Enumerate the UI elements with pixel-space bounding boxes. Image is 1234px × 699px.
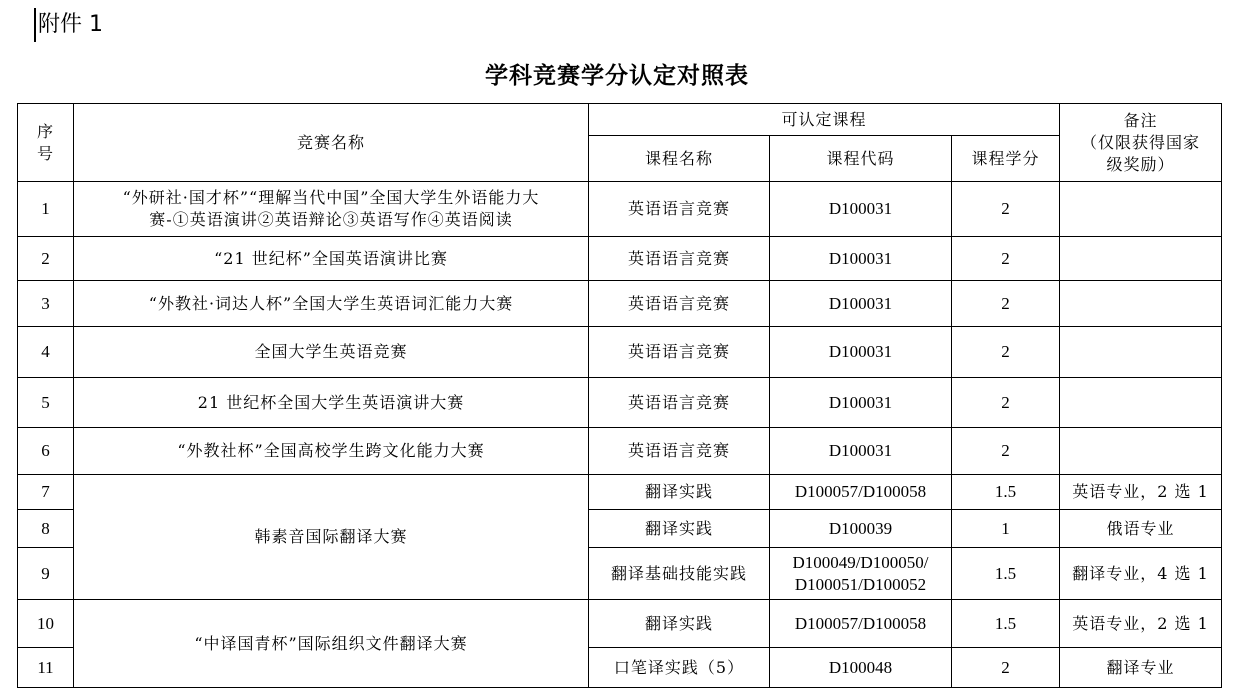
attachment-label: 附件 1: [34, 8, 103, 42]
course-name: 英语语言竞赛: [589, 281, 770, 327]
course-credit: 2: [952, 281, 1060, 327]
header-seq-line2: 号: [36, 143, 54, 163]
course-credit: 2: [952, 378, 1060, 428]
competition-name: “外教社杯”全国高校学生跨文化能力大赛: [74, 428, 589, 475]
course-code-line2: D100051/D100052: [794, 574, 927, 594]
row-number: 2: [18, 237, 74, 281]
header-remark-line1: 备注: [1123, 110, 1158, 130]
header-course-code: 课程代码: [770, 136, 952, 182]
course-name: 翻译基础技能实践: [589, 548, 770, 600]
competition-name-line1: “外研社·国才杯”“理解当代中国”全国大学生外语能力大: [122, 188, 540, 207]
remark: [1060, 428, 1222, 475]
course-credit: 2: [952, 428, 1060, 475]
competition-name: [74, 182, 589, 237]
row-number: 3: [18, 281, 74, 327]
course-credit: 2: [952, 648, 1060, 688]
course-code-line1: D100049/D100050/: [792, 552, 929, 572]
competition-name-line2: 赛-①英语演讲②英语辩论③英语写作④英语阅读: [149, 210, 513, 229]
course-name: 翻译实践: [589, 510, 770, 548]
row-number: 11: [18, 648, 74, 688]
header-course-name: 课程名称: [589, 136, 770, 182]
remark: 翻译专业: [1060, 648, 1222, 688]
row-number: 9: [18, 548, 74, 600]
course-code: D100048: [770, 648, 952, 688]
course-name: 英语语言竞赛: [589, 378, 770, 428]
remark: 英语专业，2 选 1: [1060, 475, 1222, 510]
course-credit: 2: [952, 237, 1060, 281]
course-name: 英语语言竞赛: [589, 182, 770, 237]
row-number: 10: [18, 600, 74, 648]
table-row: [18, 327, 1222, 378]
course-name: 翻译实践: [589, 600, 770, 648]
course-name: 英语语言竞赛: [589, 237, 770, 281]
remark: [1060, 281, 1222, 327]
header-row: [18, 104, 1222, 136]
remark: [1060, 237, 1222, 281]
table-row: [18, 475, 1222, 510]
page-title: 学科竞赛学分认定对照表: [485, 63, 749, 89]
course-credit: 2: [952, 182, 1060, 237]
row-number: 8: [18, 510, 74, 548]
header-competition: 竞赛名称: [74, 104, 589, 182]
course-credit: 1: [952, 510, 1060, 548]
course-credit: 1.5: [952, 548, 1060, 600]
course-credit: 1.5: [952, 475, 1060, 510]
competition-name: 全国大学生英语竞赛: [74, 327, 589, 378]
course-code: D100031: [770, 237, 952, 281]
course-name: 英语语言竞赛: [589, 428, 770, 475]
row-number: 5: [18, 378, 74, 428]
header-remark: [1060, 104, 1222, 182]
competition-name: “外教社·词达人杯”全国大学生英语词汇能力大赛: [74, 281, 589, 327]
table-row: [18, 428, 1222, 475]
row-number: 7: [18, 475, 74, 510]
course-code: D100031: [770, 281, 952, 327]
header-remark-line2: （仅限获得国家: [1081, 132, 1201, 152]
remark: 俄语专业: [1060, 510, 1222, 548]
table-row: [18, 600, 1222, 648]
row-number: 6: [18, 428, 74, 475]
header-seq-line1: 序: [36, 121, 54, 141]
row-number: 1: [18, 182, 74, 237]
course-name: 口笔译实践（5）: [589, 648, 770, 688]
course-code: [770, 548, 952, 600]
course-code: D100057/D100058: [770, 600, 952, 648]
remark: [1060, 378, 1222, 428]
credit-table: [17, 103, 1222, 688]
row-number: 4: [18, 327, 74, 378]
course-name: 翻译实践: [589, 475, 770, 510]
course-code: D100031: [770, 378, 952, 428]
header-seq: [18, 104, 74, 182]
table-row: [18, 182, 1222, 237]
course-credit: 1.5: [952, 600, 1060, 648]
remark: 英语专业，2 选 1: [1060, 600, 1222, 648]
course-code: D100057/D100058: [770, 475, 952, 510]
course-code: D100039: [770, 510, 952, 548]
remark: 翻译专业，4 选 1: [1060, 548, 1222, 600]
table-row: [18, 237, 1222, 281]
header-course-group: 可认定课程: [589, 104, 1060, 136]
table-row: [18, 378, 1222, 428]
course-code: D100031: [770, 182, 952, 237]
competition-name: “21 世纪杯”全国英语演讲比赛: [74, 237, 589, 281]
remark: [1060, 327, 1222, 378]
competition-name: 韩素音国际翻译大赛: [74, 475, 589, 600]
course-code: D100031: [770, 428, 952, 475]
competition-name: “中译国青杯”国际组织文件翻译大赛: [74, 600, 589, 688]
header-credits: 课程学分: [952, 136, 1060, 182]
remark: [1060, 182, 1222, 237]
course-credit: 2: [952, 327, 1060, 378]
table-row: [18, 281, 1222, 327]
course-name: 英语语言竞赛: [589, 327, 770, 378]
competition-name: 21 世纪杯全国大学生英语演讲大赛: [74, 378, 589, 428]
header-remark-line3: 级奖励）: [1106, 154, 1175, 174]
course-code: D100031: [770, 327, 952, 378]
